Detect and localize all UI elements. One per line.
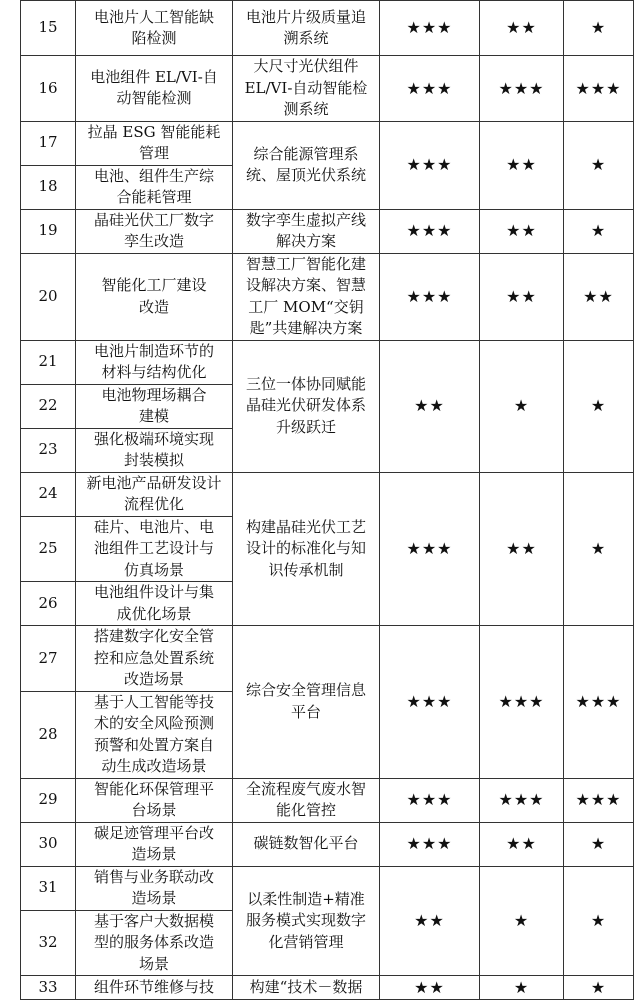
- row-number: 24: [21, 472, 76, 516]
- scenario-cell: 强化极端环境实现 封装模拟: [76, 428, 233, 472]
- table-row: [21, 778, 634, 822]
- rating-cell: ★★: [380, 866, 480, 976]
- row-number: 16: [21, 56, 76, 122]
- rating-cell: ★★★: [564, 626, 634, 779]
- scenario-cell: 拉晶 ESG 智能能耗 管理: [76, 121, 233, 165]
- solution-cell: 以柔性制造+精准 服务模式实现数字 化营销管理: [233, 866, 380, 976]
- rating-cell: ★: [564, 472, 634, 626]
- rating-cell: ★★★: [480, 56, 564, 122]
- solution-cell: 综合能源管理系 统、屋顶光伏系统: [233, 121, 380, 209]
- rating-cell: ★★: [480, 1, 564, 56]
- table-row: [21, 822, 634, 866]
- row-number: 28: [21, 691, 76, 778]
- rating-cell: ★★: [564, 253, 634, 340]
- row-number: 21: [21, 340, 76, 384]
- rating-cell: ★★★: [380, 778, 480, 822]
- rating-cell: ★: [564, 822, 634, 866]
- solution-cell: 智慧工厂智能化建 设解决方案、智慧 工厂 MOM“交钥 匙”共建解决方案: [233, 253, 380, 340]
- table-row: [21, 866, 634, 910]
- row-number: 29: [21, 778, 76, 822]
- table-row: [21, 121, 634, 165]
- solution-cell: 电池片片级质量追 溯系统: [233, 1, 380, 56]
- row-number: 32: [21, 910, 76, 976]
- solution-cell: 综合安全管理信息 平台: [233, 626, 380, 779]
- row-number: 15: [21, 1, 76, 56]
- solution-cell: 构建晶硅光伏工艺 设计的标准化与知 识传承机制: [233, 472, 380, 626]
- solution-cell: 三位一体协同赋能 晶硅光伏研发体系 升级跃迁: [233, 340, 380, 472]
- rating-cell: ★★★: [564, 56, 634, 122]
- rating-cell: ★: [480, 340, 564, 472]
- rating-cell: ★★: [480, 822, 564, 866]
- rating-cell: ★★★: [380, 472, 480, 626]
- solution-cell: 构建“技术－数据: [233, 976, 380, 1000]
- rating-cell: ★: [564, 866, 634, 976]
- row-number: 23: [21, 428, 76, 472]
- rating-cell: ★★★: [380, 253, 480, 340]
- scenario-cell: 基于客户大数据模 型的服务体系改造 场景: [76, 910, 233, 976]
- scenario-cell: 智能化工厂建设 改造: [76, 253, 233, 340]
- scenario-cell: 电池组件设计与集 成优化场景: [76, 582, 233, 626]
- table-row: [21, 626, 634, 692]
- solution-cell: 碳链数智化平台: [233, 822, 380, 866]
- scenario-cell: 电池片人工智能缺 陷检测: [76, 1, 233, 56]
- row-number: 31: [21, 866, 76, 910]
- rating-cell: ★: [564, 121, 634, 209]
- rating-cell: ★: [564, 1, 634, 56]
- rating-cell: ★★★: [380, 209, 480, 253]
- solution-cell: 大尺寸光伏组件 EL/VI-自动智能检 测系统: [233, 56, 380, 122]
- rating-cell: ★: [564, 340, 634, 472]
- scenario-cell: 电池、组件生产综 合能耗管理: [76, 165, 233, 209]
- rating-cell: ★★★: [380, 1, 480, 56]
- rating-cell: ★★: [480, 253, 564, 340]
- row-number: 26: [21, 582, 76, 626]
- rating-cell: ★★★: [564, 778, 634, 822]
- row-number: 20: [21, 253, 76, 340]
- scenario-cell: 组件环节维修与技: [76, 976, 233, 1000]
- rating-cell: ★: [564, 209, 634, 253]
- row-number: 27: [21, 626, 76, 692]
- scenario-cell: 电池片制造环节的 材料与结构优化: [76, 340, 233, 384]
- table-row: [21, 56, 634, 122]
- rating-cell: ★★: [380, 976, 480, 1000]
- solution-cell: 数字孪生虚拟产线 解决方案: [233, 209, 380, 253]
- row-number: 22: [21, 384, 76, 428]
- scenario-cell: 搭建数字化安全管 控和应急处置系统 改造场景: [76, 626, 233, 692]
- rating-cell: ★★★: [380, 822, 480, 866]
- scenario-cell: 基于人工智能等技 术的安全风险预测 预警和处置方案自 动生成改造场景: [76, 691, 233, 778]
- table-row: [21, 209, 634, 253]
- scenario-cell: 碳足迹管理平台改 造场景: [76, 822, 233, 866]
- table-row: [21, 340, 634, 384]
- row-number: 33: [21, 976, 76, 1000]
- scenario-cell: 硅片、电池片、电 池组件工艺设计与 仿真场景: [76, 516, 233, 582]
- rating-cell: ★★★: [480, 626, 564, 779]
- rating-cell: ★: [480, 866, 564, 976]
- scenario-cell: 电池组件 EL/VI-自 动智能检测: [76, 56, 233, 122]
- row-number: 17: [21, 121, 76, 165]
- solution-cell: 全流程废气废水智 能化管控: [233, 778, 380, 822]
- rating-cell: ★★: [480, 209, 564, 253]
- table-row: [21, 472, 634, 516]
- scenario-cell: 智能化环保管理平 台场景: [76, 778, 233, 822]
- rating-cell: ★★: [480, 472, 564, 626]
- rating-cell: ★★★: [480, 778, 564, 822]
- table-row: [21, 1, 634, 56]
- rating-cell: ★★★: [380, 121, 480, 209]
- rating-cell: ★★★: [380, 56, 480, 122]
- row-number: 18: [21, 165, 76, 209]
- rating-cell: ★: [564, 976, 634, 1000]
- scenario-table: [20, 0, 634, 1000]
- rating-cell: ★★: [480, 121, 564, 209]
- table-row: [21, 253, 634, 340]
- scenario-cell: 晶硅光伏工厂数字 孪生改造: [76, 209, 233, 253]
- row-number: 19: [21, 209, 76, 253]
- rating-cell: ★★★: [380, 626, 480, 779]
- rating-cell: ★: [480, 976, 564, 1000]
- scenario-cell: 销售与业务联动改 造场景: [76, 866, 233, 910]
- scenario-cell: 电池物理场耦合 建模: [76, 384, 233, 428]
- rating-cell: ★★: [380, 340, 480, 472]
- row-number: 30: [21, 822, 76, 866]
- row-number: 25: [21, 516, 76, 582]
- scenario-cell: 新电池产品研发设计 流程优化: [76, 472, 233, 516]
